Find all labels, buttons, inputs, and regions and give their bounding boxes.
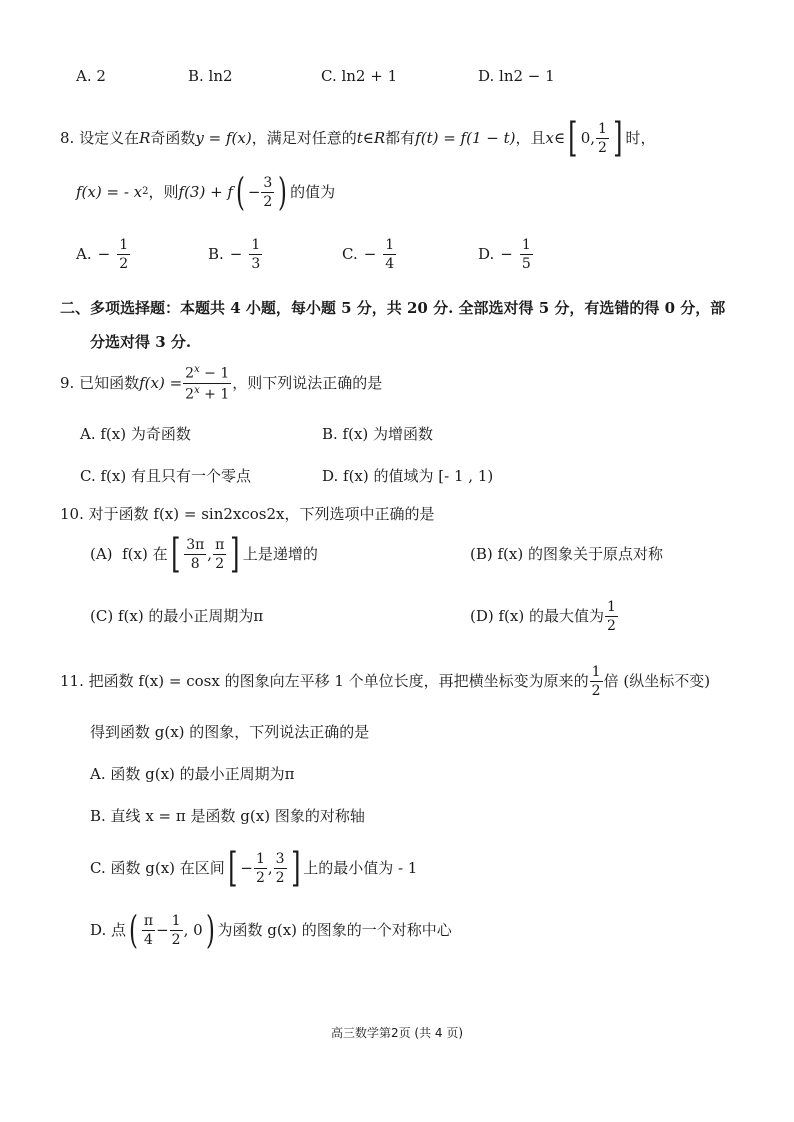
q7-option-a: A. 2 <box>76 67 106 85</box>
q8-interval-fraction: $\frac{1}{2}$ <box>598 120 607 156</box>
q11-stem: 11. 把函数 f(x) = cosx 的图象向左平移 1 个单位长度，再把横坐标变为原来的 $\frac{1}{2}$ 倍 (纵坐标不变) <box>60 663 711 699</box>
q11-stem-line2: 得到函数 g(x) 的图象，下列说法正确的是 <box>90 723 370 741</box>
q7-option-b: B. ln2 <box>188 67 233 85</box>
q10-option-c: (C) f(x) 的最小正周期为π <box>90 607 264 625</box>
q8-stem-line2: f(x) = - x 2 ，则 f(3) + f ( − $\frac{3}{2}$ ) 的值为 <box>76 170 336 214</box>
q9-option-d: D. f(x) 的值域为 [- 1 , 1) <box>322 467 494 485</box>
page-footer: 高三数学第2页 (共 4 页) <box>330 1026 464 1040</box>
q8-fraction: $\frac{3}{2}$ <box>263 174 273 210</box>
q7-option-d: D. ln2 − 1 <box>478 67 555 85</box>
q7-option-c: C. ln2 + 1 <box>321 67 398 85</box>
q8-option-b: B. − $\frac{1}{3}$ <box>208 236 261 272</box>
q9-option-c: C. f(x) 有且只有一个零点 <box>80 467 251 485</box>
q10-option-d: (D) f(x) 的最大值为 $\frac{1}{2}$ <box>470 598 616 634</box>
q9-option-b: B. f(x) 为增函数 <box>322 425 434 443</box>
q9-stem: 9. 已知函数 f(x) = $\frac{2^x - 1}{2^x + 1}$ ，则下列说法正确的是 <box>60 363 383 403</box>
q8-stem-line1: 8. 设定义在 R 奇函数 y = f(x) ，满足对任意的 t∈R 都有 f(t) = f(1 − t) ，且 x∈ [ 0, $\frac{1}{2}$ ] 时， <box>60 115 656 161</box>
section2-heading-line1: 二、多项选择题：本题共 4 小题，每小题 5 分，共 20 分. 全部选对得 5 分，有选错的得 0 分，部 <box>60 299 726 317</box>
q9-fraction: $\frac{2^x - 1}{2^x + 1}$ <box>185 363 230 403</box>
q11-option-b: B. 直线 x = π 是函数 g(x) 图象的对称轴 <box>90 807 365 825</box>
q8-option-d: D. − $\frac{1}{5}$ <box>478 236 531 272</box>
q11-option-a: A. 函数 g(x) 的最小正周期为π <box>90 765 295 783</box>
q8-option-a: A. − $\frac{1}{2}$ <box>76 236 129 272</box>
section2-heading-line2: 分选对得 3 分. <box>90 333 192 351</box>
q10-option-b: (B) f(x) 的图象关于原点对称 <box>470 545 663 563</box>
q9-option-a: A. f(x) 为奇函数 <box>80 425 191 443</box>
q10-stem: 10. 对于函数 f(x) = sin2xcos2x，下列选项中正确的是 <box>60 505 435 523</box>
q10-option-a: (A) f(x) 在 [ $\frac{3\pi}{8}$ , $\frac{\pi}{2}$ ] 上是递增的 <box>90 531 318 577</box>
q8-option-c: C. − $\frac{1}{4}$ <box>342 236 395 272</box>
q11-option-d: D. 点 ( $\frac{\pi}{4}$ − $\frac{1}{2}$ , 0 ) 为函数 g(x) 的图象的一个对称中心 <box>90 908 452 952</box>
q11-option-c: C. 函数 g(x) 在区间 [ − $\frac{1}{2}$ , $\frac{3}{2}$ ] 上的最小值为 - 1 <box>90 845 418 891</box>
